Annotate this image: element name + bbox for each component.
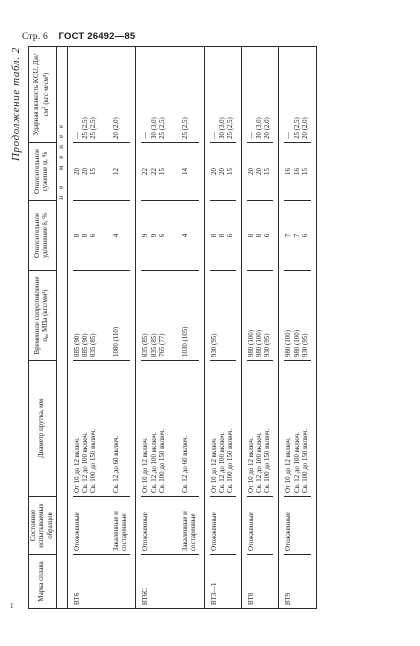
diameter-line: Св. 12 до 100 включ. [219,432,227,493]
impact-line: — [73,132,81,139]
cell-strength [284,271,310,361]
diameter-line: Св. 12 до 100 включ. [82,432,90,493]
cell-impact [210,47,236,143]
impact-line: 20 (2,0) [113,117,121,139]
elongation-line: 8 [219,233,227,238]
cell-grade [168,555,199,609]
cell-elongation [99,201,130,271]
cell-elongation [210,201,236,271]
diameter-line: Св. 100 до 150 включ. [90,428,98,493]
reduction-line: 16 [293,168,301,175]
table-header-row [29,47,57,609]
strength-line: 930 (95) [210,333,218,357]
elongation-line: 8 [73,233,81,238]
cell-strength [247,271,273,361]
cell-grade: ВТ6 [73,555,99,609]
cell-elongation [168,201,199,271]
not-less-row [56,47,67,609]
strength-line: 835 (85) [150,333,158,357]
cell-impact [168,47,199,143]
diameter-line: От 10 до 12 включ. [73,437,81,493]
reduction-line: 22 [142,168,150,175]
impact-line: — [210,132,218,139]
diameter-line: Св. 12 до 100 включ. [293,432,301,493]
not-less-label: не менее [56,47,67,271]
cell-diameter [210,361,236,497]
elongation-line: 6 [227,233,235,238]
col-header-state: Состояние испытываемых образцов [29,497,57,555]
impact-line: 30 (3,0) [219,117,227,139]
reduction-line: 15 [227,168,235,175]
cell-elongation [247,201,273,271]
diameter-line: Св. 12 до 100 включ. [256,432,264,493]
reduction-line: 15 [90,168,98,175]
cell-state: Отожженные [210,497,236,555]
elongation-line: 6 [301,233,309,238]
impact-line: 30 (3,0) [150,117,158,139]
col-header-elongation: Относительное удлинение δ, % [29,201,57,271]
cell-strength [168,271,199,361]
diameter-line: От 10 до 12 включ. [142,437,150,493]
col-header-diameter: Диаметр прутка, мм [29,361,57,497]
elongation-line: 6 [264,233,272,238]
elongation-line: 8 [248,233,256,238]
elongation-line: 6 [90,233,98,238]
cell-diameter [168,361,199,497]
impact-unit: (кгс·м/см²) [43,72,51,107]
elongation-line: 6 [158,233,166,238]
cell-state: Закаленные и состаренные [99,497,130,555]
strength-unit: , МПа (кгс/мм²) [41,289,49,336]
cell-reduction [210,143,236,201]
table-row [99,47,130,609]
reduction-line: 22 [150,168,158,175]
impact-line: 25 (2,5) [82,117,90,139]
elongation-line: 9 [150,233,158,238]
reduction-line: 20 [73,168,81,175]
cell-reduction [141,143,167,201]
cell-state: Отожженные [141,497,167,555]
impact-line: 25 (2,5) [158,117,166,139]
cell-grade: ВТ9 [284,555,310,609]
strength-line: 980 (100) [256,330,264,357]
reduction-line: 20 [256,168,264,175]
diameter-line: Св. 100 до 150 включ. [158,428,166,493]
elongation-line: 7 [293,233,301,238]
impact-line: 30 (3,0) [256,117,264,139]
cell-grade: ВТ3—1 [210,555,236,609]
cell-reduction [247,143,273,201]
impact-line: 20 (2,0) [301,117,309,139]
col-header-impact [29,47,57,143]
impact-superscript: 2 [42,106,48,109]
strength-line: 765 (77) [158,333,166,357]
diameter-line: Св. 100 до 150 включ. [301,428,309,493]
table-row [210,47,236,609]
strength-line: 885 (90) [82,333,90,357]
impact-label: Ударная вязкость KCU, Дж/см [33,53,51,136]
reduction-line: 16 [285,168,293,175]
strength-line: 1080 (110) [113,326,121,357]
not-less-blank [56,271,67,609]
table-row [73,47,99,609]
reduction-line: 12 [113,168,121,175]
col-header-strength [29,271,57,361]
cell-impact [99,47,130,143]
strength-line: 885 (90) [73,333,81,357]
standard-number: ГОСТ 26492—85 [58,31,136,42]
cell-reduction [99,143,130,201]
col-header-grade: Марка сплава [29,555,57,609]
table-row [141,47,167,609]
properties-table [28,46,317,609]
impact-line: — [142,132,150,139]
impact-line: 25 (2,5) [293,117,301,139]
diameter-line: От 10 до 12 включ. [248,437,256,493]
cell-grade [99,555,130,609]
reduction-line: 20 [248,168,256,175]
page-mark: 1 [10,602,14,610]
cell-diameter [99,361,130,497]
impact-line: 25 (2,5) [181,117,189,139]
cell-impact [247,47,273,143]
elongation-line: 8 [210,233,218,238]
cell-impact [284,47,310,143]
strength-subscript: в [43,335,50,338]
reduction-line: 15 [301,168,309,175]
strength-line: 980 (100) [293,330,301,357]
table-row [247,47,273,609]
strength-line: 835 (85) [142,333,150,357]
reduction-line: 14 [181,168,189,175]
strength-line: 835 (85) [90,333,98,357]
cell-strength [99,271,130,361]
cell-diameter [247,361,273,497]
cell-reduction [73,143,99,201]
rotated-table-area [8,47,400,609]
cell-state: Отожженные [247,497,273,555]
impact-line: 25 (2,5) [90,117,98,139]
cell-strength [210,271,236,361]
elongation-line: 8 [82,233,90,238]
cell-reduction [284,143,310,201]
cell-elongation [141,201,167,271]
cell-diameter [284,361,310,497]
elongation-line: 7 [285,233,293,238]
elongation-line: 4 [181,233,189,238]
reduction-line: 20 [219,168,227,175]
strength-label: Временное сопротивление σ [33,276,49,355]
cell-reduction [168,143,199,201]
cell-grade: ВТ8 [247,555,273,609]
strength-line: 930 (95) [264,333,272,357]
reduction-line: 15 [264,168,272,175]
cell-impact [73,47,99,143]
diameter-line: От 10 до 12 включ. [210,437,218,493]
page-number: Стр. 6 [22,32,48,42]
cell-strength [141,271,167,361]
diameter-line: Св. 12 до 60 включ. [181,435,189,493]
cell-impact [141,47,167,143]
cell-elongation [73,201,99,271]
diameter-line: Св. 100 до 150 включ. [264,428,272,493]
cell-state: Отожженные [73,497,99,555]
diameter-line: Св. 12 до 60 включ. [113,435,121,493]
cell-diameter [73,361,99,497]
strength-line: 980 (100) [248,330,256,357]
strength-line: 1030 (105) [181,326,189,357]
cell-grade: ВТ6С [141,555,167,609]
diameter-line: Св. 12 до 100 включ. [150,432,158,493]
impact-line: 20 (2,0) [264,117,272,139]
cell-state: Закаленные и состаренные [168,497,199,555]
cell-state: Отожженные [284,497,310,555]
reduction-line: 20 [82,168,90,175]
continuation-caption: Продолжение табл. 2 [10,47,22,161]
reduction-line: 20 [210,168,218,175]
page-header [22,31,135,42]
impact-line: — [285,132,293,139]
strength-line: 980 (100) [285,330,293,357]
col-header-reduction: Относительное сужение ψ, % [29,143,57,201]
elongation-line: 4 [113,233,121,238]
impact-line: — [248,132,256,139]
table-body [56,47,316,609]
strength-line: 930 (95) [301,333,309,357]
table-row [168,47,199,609]
diameter-line: Св. 100 до 150 включ. [227,428,235,493]
reduction-line: 15 [158,168,166,175]
diameter-line: От 10 до 12 включ. [285,437,293,493]
cell-elongation [284,201,310,271]
cell-diameter [141,361,167,497]
cell-strength [73,271,99,361]
elongation-line: 8 [256,233,264,238]
table-row [284,47,310,609]
impact-line: 25 (2,5) [227,117,235,139]
elongation-line: 9 [142,233,150,238]
